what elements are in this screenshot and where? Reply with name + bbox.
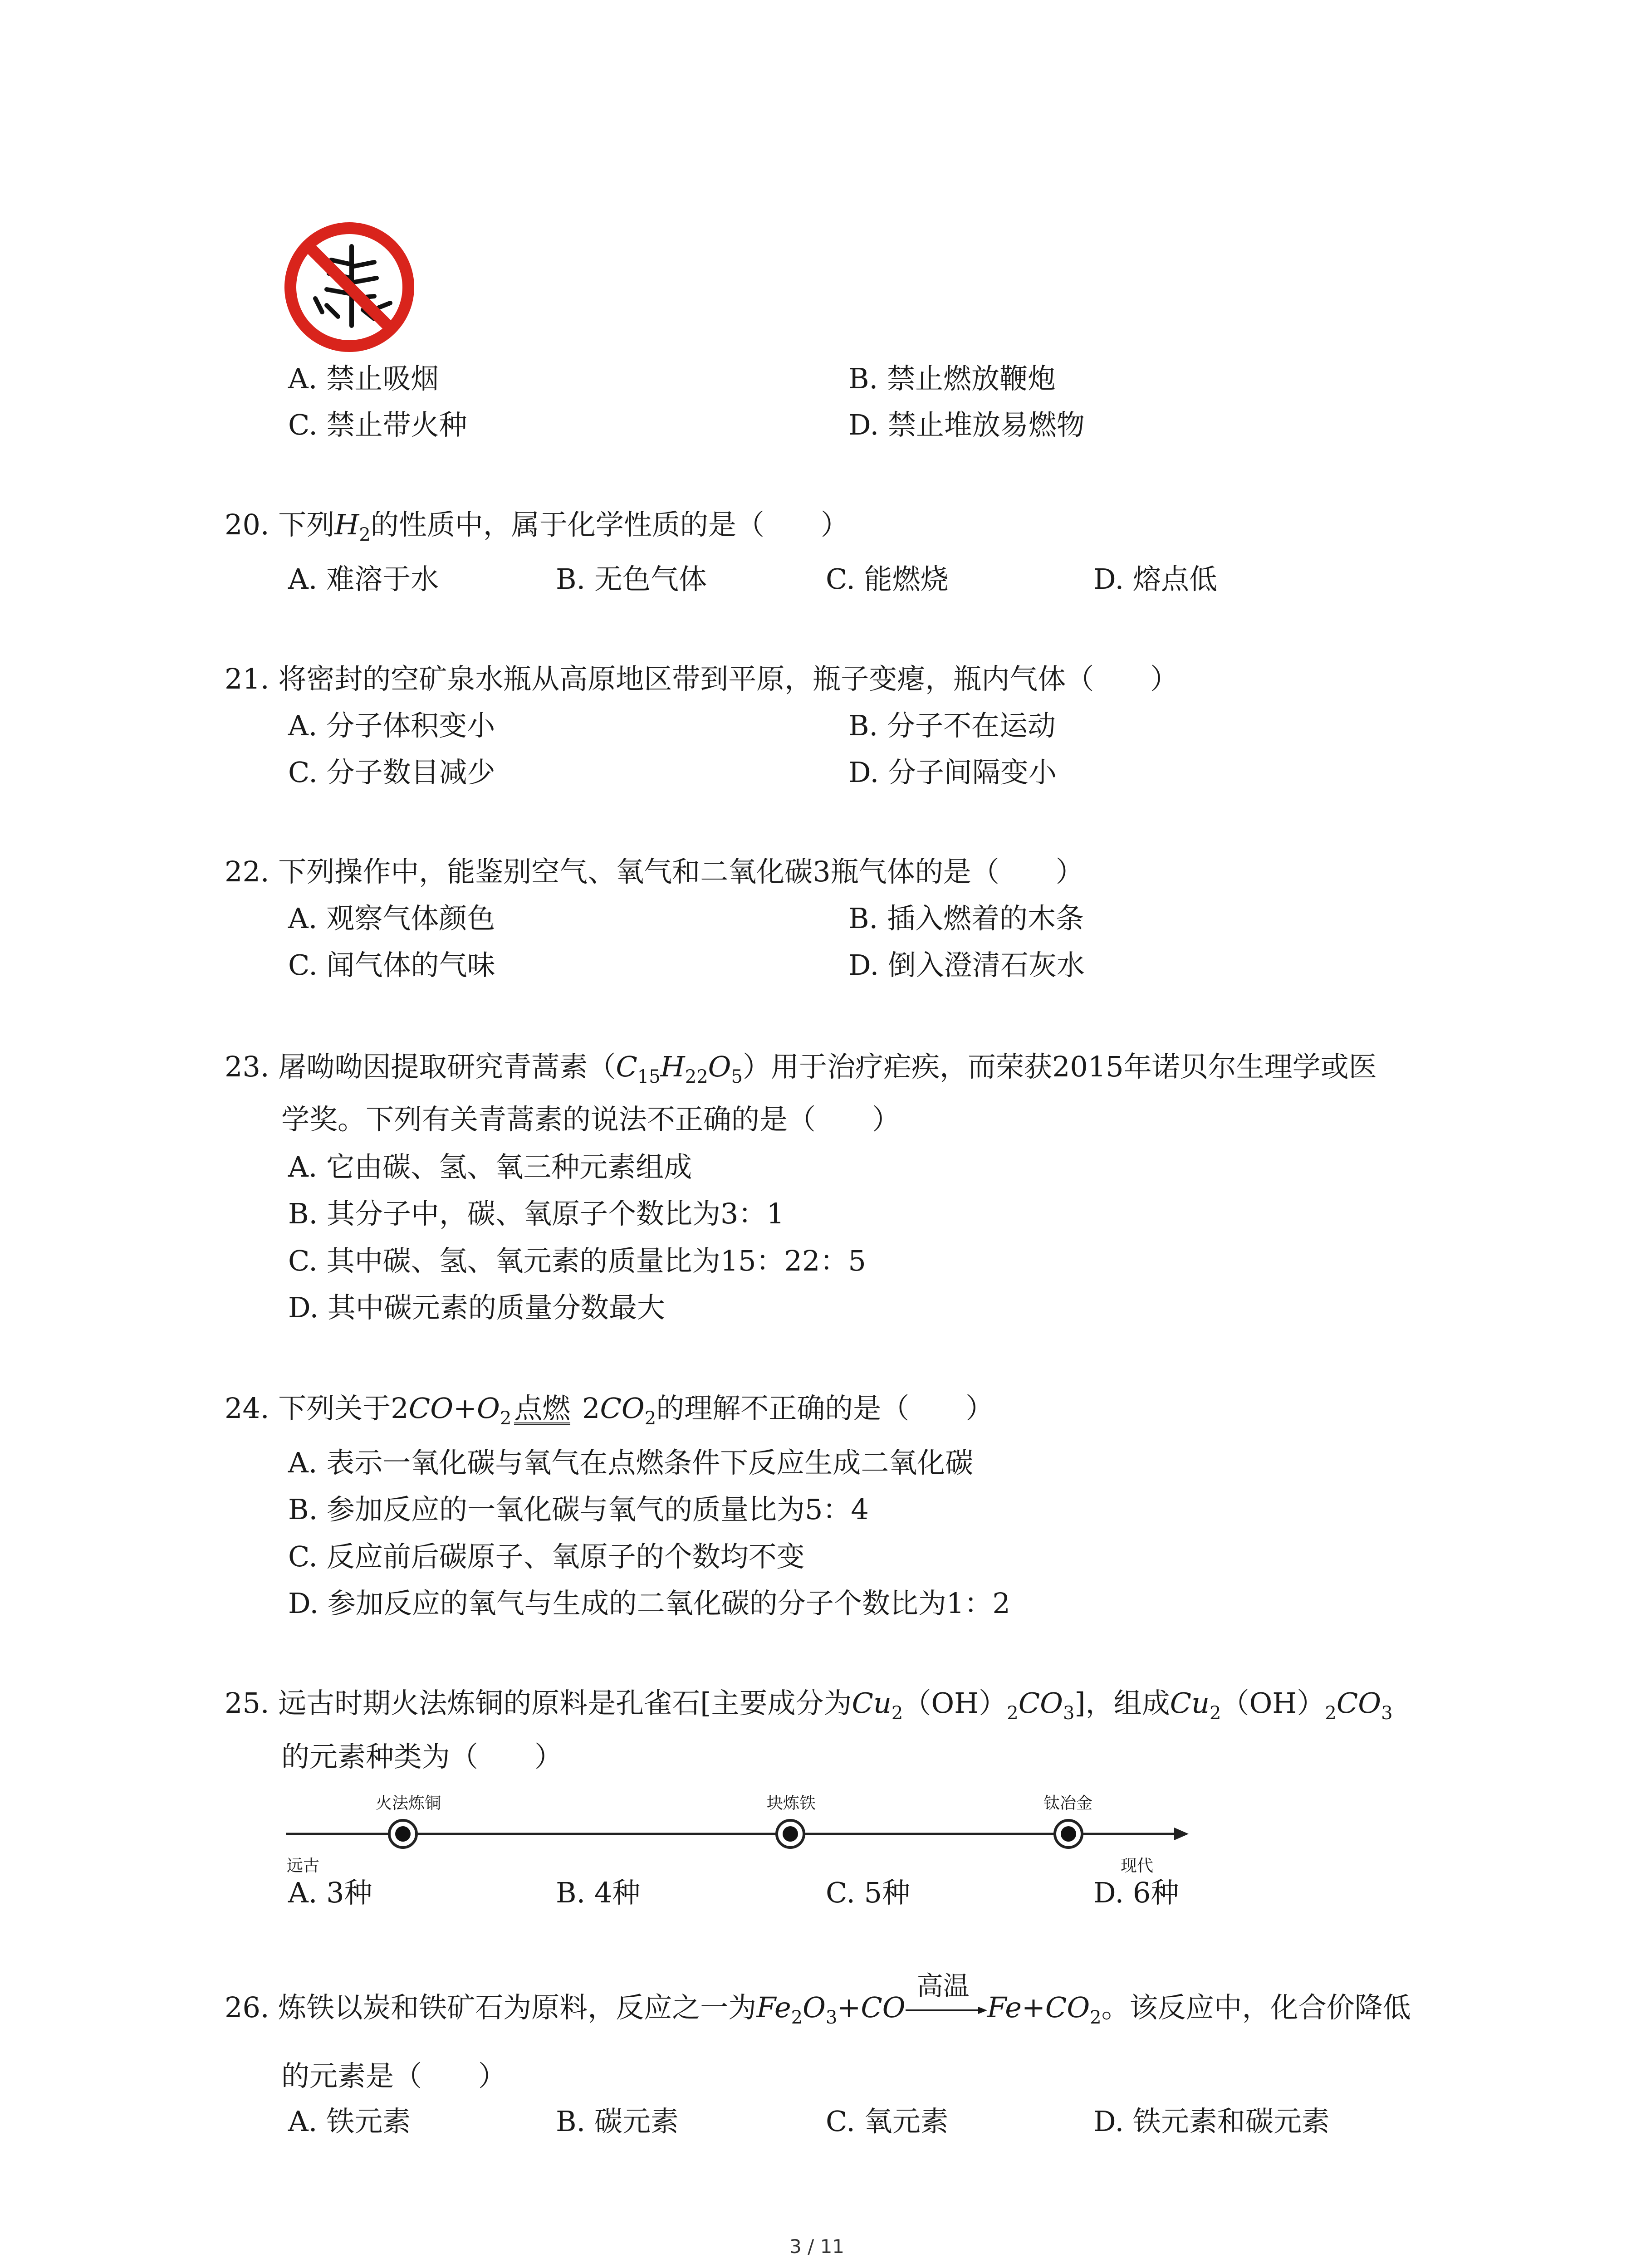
metallurgy-timeline (281, 1780, 1198, 1894)
q24-reactant-co: CO (408, 1392, 454, 1425)
q24-option-a: A. 表示一氧化碳与氧气在点燃条件下反应生成二氧化碳 (288, 1446, 974, 1479)
q25-formula2-oh-sub: 2 (1325, 1703, 1337, 1724)
q25-formula-co-sub: 3 (1063, 1703, 1075, 1724)
page-number: 3 / 11 (789, 2235, 845, 2258)
q20-stem (225, 507, 849, 543)
q23-option-b: B. 其分子中，碳、氧原子个数比为3：1 (288, 1197, 784, 1230)
q26-option-c: C. 氧元素 (826, 2105, 949, 2138)
q23-option-c: C. 其中碳、氢、氧元素的质量比为15：22：5 (288, 1244, 866, 1277)
q24-product-co2: CO (600, 1392, 645, 1425)
q25-formula2-co-sub: 3 (1381, 1703, 1393, 1724)
no-firecrackers-icon (284, 221, 415, 353)
q25-formula2-cu-sub: 2 (1210, 1703, 1221, 1724)
q23-formula-h: H (660, 1050, 685, 1083)
q25-formula-co: CO (1018, 1686, 1063, 1720)
q23-formula-h-sub: 22 (685, 1066, 708, 1087)
q25-formula-cu-sub: 2 (891, 1703, 903, 1724)
timeline-event-3: 钛冶金 (1043, 1794, 1093, 1813)
q25-formula2-co: CO (1336, 1686, 1381, 1720)
timeline-marker-1 (389, 1820, 416, 1848)
q21-option-a: A. 分子体积变小 (288, 709, 495, 742)
q20-formula-sub: 2 (359, 524, 371, 545)
q20-option-c: C. 能燃烧 (826, 562, 949, 596)
q24-condition: 点燃 (514, 1392, 571, 1425)
q25-formula-oh: （OH） (903, 1686, 1007, 1720)
q20-stem-post: 的性质中，属于化学性质的是（ ） (370, 508, 849, 541)
q24-option-c: C. 反应前后碳原子、氧原子的个数均不变 (288, 1540, 805, 1573)
q25-stem-line2: 的元素种类为（ ） (281, 1740, 563, 1773)
q21-stem: 21. 将密封的空矿泉水瓶从高原地区带到平原，瓶子变瘪，瓶内气体（ ） (225, 662, 1179, 695)
q25-formula-cu: Cu (852, 1686, 892, 1720)
q24-product-coef: 2 (573, 1392, 600, 1425)
q25-option-c: C. 5种 (826, 1876, 911, 1909)
q24-reactant-o2-sub: 2 (500, 1408, 512, 1429)
q26-product-fe: Fe (987, 1991, 1022, 2024)
q23-stem-line1 (225, 1049, 1377, 1085)
q26-option-d: D. 铁元素和碳元素 (1093, 2105, 1330, 2138)
q23-formula-o: O (708, 1050, 731, 1083)
timeline-marker-3 (1055, 1820, 1082, 1848)
q25-formula-oh-sub: 2 (1007, 1703, 1019, 1724)
q24-condition-equals (511, 1390, 573, 1427)
q21-option-b: B. 分子不在运动 (848, 709, 1056, 742)
q24-stem (225, 1390, 994, 1427)
q22-option-b: B. 插入燃着的木条 (848, 902, 1084, 935)
q24-reactant-o2: O (477, 1392, 500, 1425)
q20-formula: H (334, 508, 359, 541)
q25-stem-line1 (225, 1685, 1393, 1724)
q24-plus: + (453, 1392, 477, 1425)
q25-option-d: D. 6种 (1093, 1876, 1179, 1909)
q19-option-c: C. 禁止带火种 (288, 408, 467, 441)
q19-option-a: A. 禁止吸烟 (288, 362, 439, 395)
q20-stem-pre: 20. 下列 (225, 508, 335, 541)
q26-option-b: B. 碳元素 (556, 2105, 679, 2138)
q26-reactant-fe-sub: 2 (791, 2007, 803, 2028)
no-firecrackers-sign (284, 221, 415, 353)
q24-option-d: D. 参加反应的氧气与生成的二氧化碳的分子个数比为1：2 (288, 1587, 1010, 1620)
q26-reactant-o: O (803, 1991, 826, 2024)
q23-formula-o-sub: 5 (731, 1066, 743, 1087)
timeline-marker-2 (777, 1820, 804, 1848)
arrow-right-icon (906, 2006, 987, 2015)
q26-condition: 高温 (916, 1970, 970, 2001)
q22-option-a: A. 观察气体颜色 (288, 902, 495, 935)
q26-stem-pre: 26. 炼铁以炭和铁矿石为原料，反应之一为 (225, 1991, 757, 2024)
q26-reaction-arrow (906, 1970, 987, 2026)
q23-stem-line2: 学奖。下列有关青蒿素的说法不正确的是（ ） (281, 1103, 901, 1136)
q22-option-c: C. 闻气体的气味 (288, 948, 495, 982)
q26-reactant-o-sub: 3 (825, 2007, 838, 2028)
q26-reactant-co: +CO (837, 1991, 906, 2024)
q19-option-d: D. 禁止堆放易燃物 (848, 408, 1085, 441)
timeline-end: 现代 (1121, 1857, 1154, 1875)
q19-option-b: B. 禁止燃放鞭炮 (848, 362, 1056, 395)
q25-option-a: A. 3种 (288, 1876, 372, 1909)
q24-stem-pre: 24. 下列关于2 (225, 1392, 409, 1425)
q25-stem-pre: 25. 远古时期火法炼铜的原料是孔雀石[主要成分为 (225, 1686, 852, 1720)
q24-stem-post: 的理解不正确的是（ ） (656, 1392, 994, 1425)
timeline-event-1: 火法炼铜 (376, 1794, 441, 1813)
q26-reactant-fe: Fe (756, 1991, 791, 2024)
q24-option-b: B. 参加反应的一氧化碳与氧气的质量比为5：4 (288, 1493, 869, 1526)
q24-product-sub: 2 (644, 1408, 656, 1429)
q23-formula-c: C (616, 1050, 637, 1083)
q26-product-co-sub: 2 (1090, 2007, 1102, 2028)
q26-option-a: A. 铁元素 (288, 2105, 411, 2138)
q25-formula2-oh: （OH） (1221, 1686, 1325, 1720)
timeline-event-2: 块炼铁 (767, 1794, 816, 1813)
q26-stem-post: 。该反应中，化合价降低 (1101, 1991, 1411, 2024)
q21-option-c: C. 分子数目减少 (288, 756, 495, 789)
q23-option-d: D. 其中碳元素的质量分数最大 (288, 1291, 665, 1324)
q25-option-b: B. 4种 (556, 1876, 641, 1909)
q21-option-d: D. 分子间隔变小 (848, 756, 1057, 789)
q26-stem-line2: 的元素是（ ） (281, 2059, 507, 2092)
q25-formula2-cu: Cu (1170, 1686, 1210, 1720)
q23-formula-c-sub: 15 (637, 1066, 661, 1087)
q25-stem-mid: ]，组成 (1074, 1686, 1170, 1720)
q26-product-co: +CO (1021, 1991, 1090, 2024)
q22-option-d: D. 倒入澄清石灰水 (848, 948, 1085, 982)
q23-stem-pre: 23. 屠呦呦因提取研究青蒿素（ (225, 1050, 616, 1083)
q20-option-a: A. 难溶于水 (288, 562, 439, 596)
q20-option-b: B. 无色气体 (556, 562, 707, 596)
q26-stem-line1 (225, 1970, 1411, 2028)
q20-option-d: D. 熔点低 (1093, 562, 1217, 596)
q22-stem: 22. 下列操作中，能鉴别空气、氧气和二氧化碳3瓶气体的是（ ） (225, 855, 1084, 888)
q23-option-a: A. 它由碳、氢、氧三种元素组成 (288, 1150, 692, 1183)
q23-stem-post: ）用于治疗疟疾，而荣获2015年诺贝尔生理学或医 (742, 1050, 1377, 1083)
timeline-start: 远古 (287, 1857, 320, 1875)
